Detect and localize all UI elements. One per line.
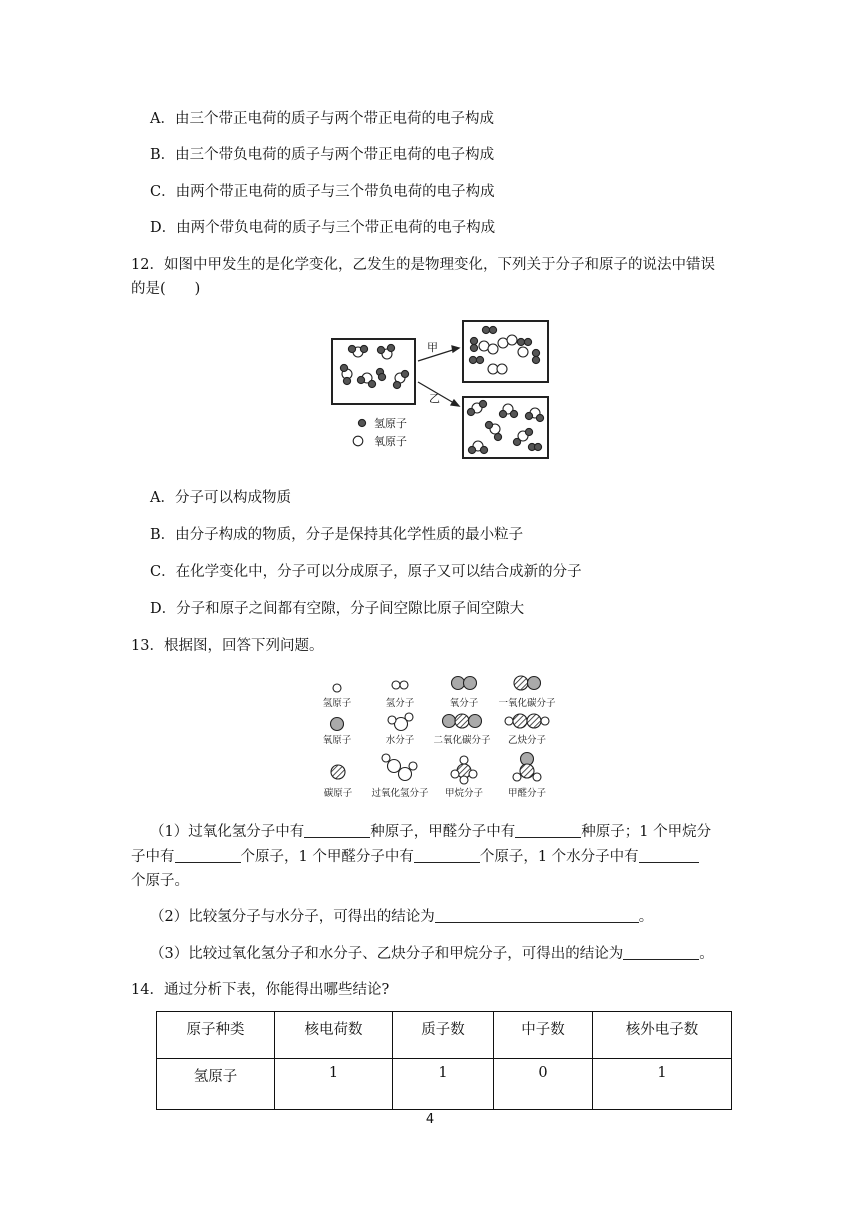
- q13-sub1-text-5: 个原子，1 个甲醛分子中有: [240, 849, 414, 865]
- answer-blank[interactable]: [515, 823, 581, 838]
- q13-sub3-text: （3）比较过氧化氢分子和水分子、乙炔分子和甲烷分子，可得出的结论为: [150, 946, 624, 962]
- label-h2o: 水分子: [385, 735, 415, 746]
- q13-stem: 13．根据图，回答下列问题。: [131, 638, 324, 654]
- table-cell: 1: [593, 1059, 732, 1110]
- table-cell: 氢原子: [157, 1059, 275, 1110]
- q12-option-c: C．在化学变化中，分子可以分成原子，原子又可以结合成新的分子: [150, 564, 582, 580]
- q12-option-b: B．由分子构成的物质，分子是保持其化学性质的最小粒子: [150, 527, 524, 543]
- table-header-cell: 原子种类: [157, 1012, 275, 1059]
- q12-stem-line1: 12．如图中甲发生的是化学变化，乙发生的是物理变化，下列关于分子和原子的说法中错误: [131, 257, 715, 273]
- q13-sub3: [150, 942, 714, 963]
- q13-sub1-text-1: （1）过氧化氢分子中有: [150, 824, 305, 840]
- q13-sub1-line1: [150, 820, 711, 841]
- legend-oxygen-label: 氧原子: [374, 435, 407, 448]
- label-c2h2: 乙炔分子: [507, 735, 547, 746]
- q13-sub1-text-4: 子中有: [131, 849, 175, 865]
- page-number: 4: [425, 1112, 435, 1127]
- answer-blank[interactable]: [435, 908, 639, 923]
- q11-option-d: D．由两个带负电荷的质子与三个带正电荷的电子构成: [150, 220, 496, 236]
- q13-sub1-line3: 个原子。: [131, 873, 189, 889]
- q12-option-d: D．分子和原子之间都有空隙，分子间空隙比原子间空隙大: [150, 601, 525, 617]
- table-header-cell: 质子数: [393, 1012, 494, 1059]
- q13-sub2: [150, 905, 653, 926]
- answer-blank[interactable]: [304, 823, 370, 838]
- q12-option-a: A．分子可以构成物质: [150, 490, 291, 506]
- label-h2o2: 过氧化氢分子: [371, 788, 429, 799]
- table-row: [157, 1059, 732, 1110]
- label-h2: 氢分子: [385, 698, 415, 709]
- legend-hydrogen-label: 氢原子: [374, 417, 407, 430]
- table-header-cell: 核外电子数: [593, 1012, 732, 1059]
- table-cell: 1: [275, 1059, 393, 1110]
- q14-stem: 14．通过分析下表，你能得出哪些结论?: [131, 982, 390, 998]
- q13-sub1-text-2: 种原子，甲醛分子中有: [370, 824, 516, 840]
- label-o-atom: 氧原子: [322, 735, 352, 746]
- q13-sub1-line2: [131, 845, 699, 866]
- arrow-jia-label: 甲: [427, 341, 438, 354]
- q13-sub2-text: （2）比较氢分子与水分子，可得出的结论为: [150, 909, 435, 925]
- answer-blank[interactable]: [623, 945, 699, 960]
- atom-structure-table: [156, 1011, 732, 1110]
- answer-blank[interactable]: [175, 848, 241, 863]
- label-ch2o: 甲醛分子: [507, 788, 547, 799]
- answer-blank[interactable]: [639, 848, 699, 863]
- label-h-atom: 氢原子: [322, 698, 352, 709]
- q13-sub1-text-6: 个原子，1 个水分子中有: [479, 849, 639, 865]
- q13-sub1-text-3: 种原子；1 个甲烷分: [581, 824, 712, 840]
- table-header-cell: 中子数: [494, 1012, 593, 1059]
- q11-option-b: B．由三个带负电荷的质子与两个带正电荷的电子构成: [150, 147, 495, 163]
- q12-stem-line2: 的是( ): [131, 281, 201, 297]
- table-header-row: [157, 1012, 732, 1059]
- q12-molecule-change-diagram: [325, 316, 557, 464]
- label-co2: 二氧化碳分子: [433, 735, 491, 746]
- label-o2: 氧分子: [449, 698, 479, 709]
- q13-sub2-end: 。: [638, 909, 654, 925]
- arrow-yi-label: 乙: [429, 392, 440, 405]
- table-cell: 0: [494, 1059, 593, 1110]
- q13-molecule-models-figure: [308, 670, 568, 802]
- table-cell: 1: [393, 1059, 494, 1110]
- q13-sub3-end: 。: [699, 946, 714, 962]
- label-c-atom: 碳原子: [323, 788, 353, 799]
- q11-option-a: A．由三个带正电荷的质子与两个带正电荷的电子构成: [150, 111, 494, 127]
- label-co: 一氧化碳分子: [498, 698, 556, 709]
- q11-option-c: C．由两个带正电荷的质子与三个带负电荷的电子构成: [150, 184, 495, 200]
- answer-blank[interactable]: [414, 848, 480, 863]
- table-header-cell: 核电荷数: [275, 1012, 393, 1059]
- label-ch4: 甲烷分子: [444, 788, 484, 799]
